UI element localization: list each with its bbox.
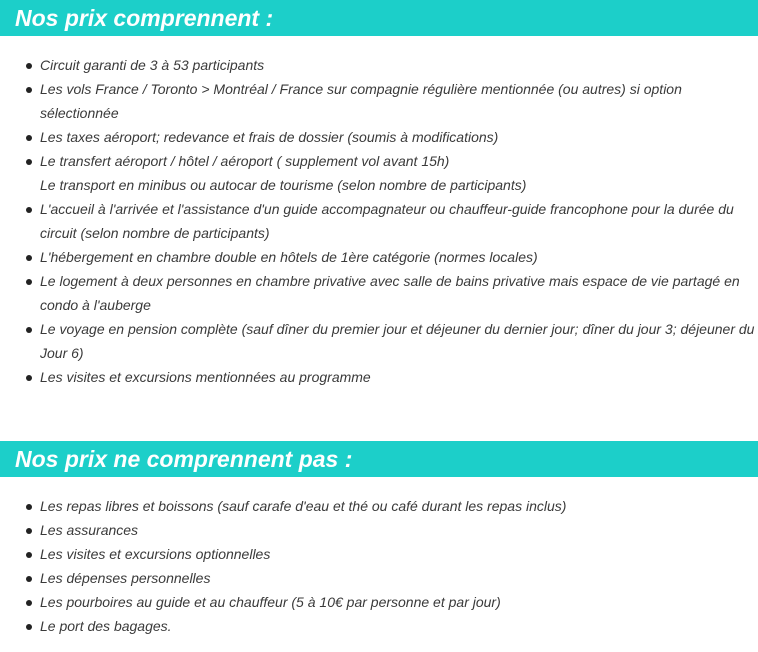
included-list-item (0, 365, 758, 389)
excluded-list-item-text: Les dépenses personnelles (40, 570, 211, 586)
excluded-list-item-text: Les visites et excursions optionnelles (40, 546, 271, 562)
included-list-item (0, 77, 758, 125)
excluded-list-item-text: Les repas libres et boissons (sauf carafe d'eau et thé ou café durant les repas inclus) (40, 498, 567, 514)
excluded-list-item (0, 542, 758, 566)
included-section-title: Nos prix comprennent : (0, 0, 758, 36)
included-list-item (0, 53, 758, 77)
excluded-list (0, 494, 758, 638)
included-list-item-text: Les vols France / Toronto > Montréal / France sur compagnie régulière mentionnée (ou autres) si option sélectionnée (40, 81, 682, 121)
included-list-item (0, 197, 758, 245)
excluded-list-item (0, 590, 758, 614)
included-list-item-text: Le transfert aéroport / hôtel / aéroport ( supplement vol avant 15h) (40, 153, 450, 169)
bullet-icon (26, 87, 32, 93)
bullet-icon (26, 600, 32, 606)
included-list-item-text: Les taxes aéroport; redevance et frais de dossier (soumis à modifications) (40, 129, 499, 145)
bullet-icon (26, 159, 32, 165)
bullet-icon (26, 327, 32, 333)
included-list-item-text: Le transport en minibus ou autocar de tourisme (selon nombre de participants) (40, 177, 527, 193)
bullet-icon (26, 63, 32, 69)
excluded-list-item-text: Le port des bagages. (40, 618, 172, 634)
bullet-icon (26, 375, 32, 381)
bullet-icon (26, 207, 32, 213)
bullet-icon (26, 528, 32, 534)
excluded-list-item (0, 494, 758, 518)
excluded-list-item (0, 614, 758, 638)
excluded-list-item-text: Les assurances (40, 522, 139, 538)
excluded-list-item (0, 518, 758, 542)
included-list-item (0, 269, 758, 317)
included-list-item-text: Circuit garanti de 3 à 53 participants (40, 57, 265, 73)
bullet-icon (26, 552, 32, 558)
included-list-item (0, 149, 758, 197)
bullet-icon (26, 576, 32, 582)
bullet-icon (26, 135, 32, 141)
bullet-icon (26, 624, 32, 630)
included-list (0, 53, 758, 389)
included-list-item-text: L'hébergement en chambre double en hôtels de 1ère catégorie (normes locales) (40, 249, 538, 265)
included-list-item (0, 125, 758, 149)
excluded-section-title: Nos prix ne comprennent pas : (0, 441, 758, 477)
included-list-item (0, 317, 758, 365)
excluded-list-item (0, 566, 758, 590)
included-list-item-text: L'accueil à l'arrivée et l'assistance d'un guide accompagnateur ou chauffeur-guide francophone pour la durée du circuit (selon nombre de participants) (40, 201, 734, 241)
included-list-item-text: Les visites et excursions mentionnées au programme (40, 369, 371, 385)
bullet-icon (26, 279, 32, 285)
bullet-icon (26, 255, 32, 261)
included-list-item-text: Le logement à deux personnes en chambre privative avec salle de bains privative mais espace de vie partagé en condo à l'auberge (40, 273, 740, 313)
included-list-item-text: Le voyage en pension complète (sauf dîner du premier jour et déjeuner du dernier jour; dîner du jour 3; déjeuner du Jour 6) (40, 321, 755, 361)
included-list-item (0, 245, 758, 269)
excluded-list-item-text: Les pourboires au guide et au chauffeur (5 à 10€ par personne et par jour) (40, 594, 501, 610)
bullet-icon (26, 504, 32, 510)
